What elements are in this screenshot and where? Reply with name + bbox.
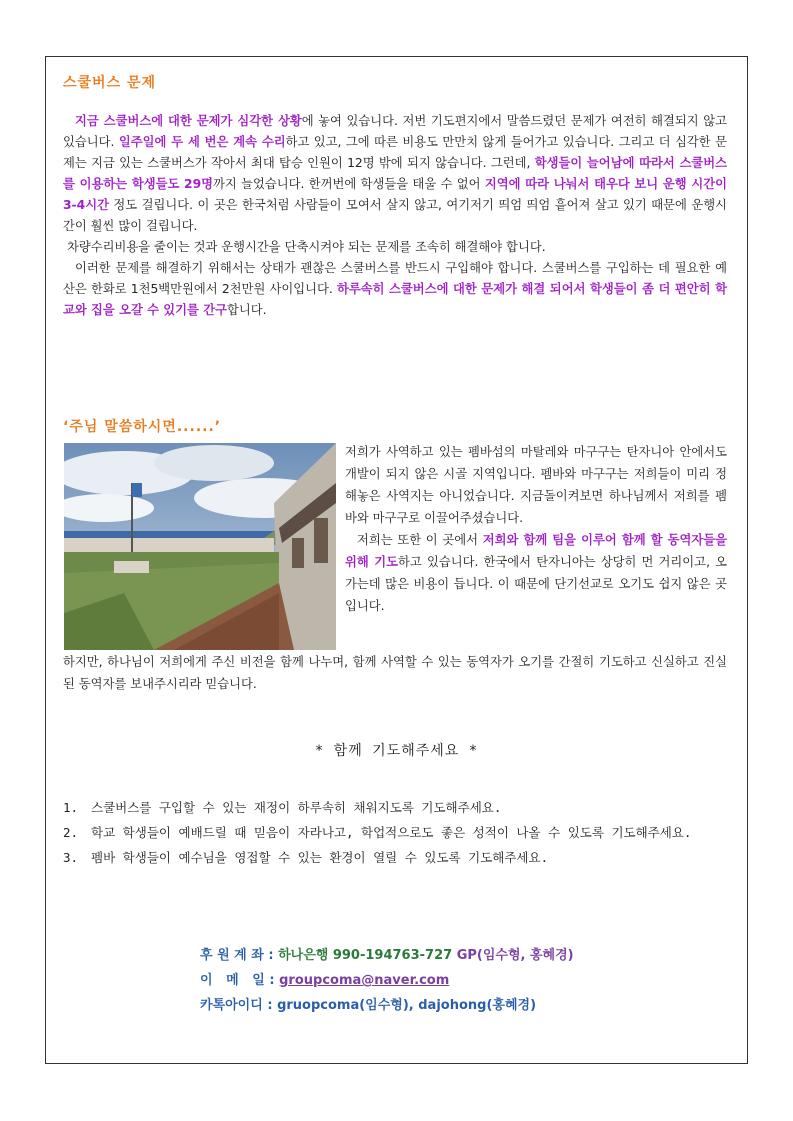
body-text: 저희는 또한 이 곳에서 <box>357 533 483 547</box>
section-title-school-bus: 스쿨버스 문제 <box>63 75 157 91</box>
prayer-item-text: 스쿨버스를 구입할 수 있는 재정이 하루속히 채워지도록 기도해주세요. <box>91 800 502 815</box>
body-text: 까지 늘었습니다. 한꺼번에 학생들을 태울 수 없어 <box>213 177 485 191</box>
school-building-photo <box>64 443 336 650</box>
body-text: 에 놓여 있습니다. 저번 기도편지에서 말씀드렸던 문제가 여전히 해결되지 않고 있습니다. <box>63 114 727 149</box>
highlighted-text: 일주일에 두 세 번은 계속 수리 <box>118 135 286 149</box>
prayer-item-number: 3. <box>63 850 79 865</box>
email-link[interactable]: groupcoma@naver.com <box>279 973 450 988</box>
school-bus-paragraph-1 <box>63 111 727 237</box>
prayer-item <box>63 795 727 820</box>
prayer-item-text: 펨바 학생들이 예수님을 영접할 수 있는 환경이 열릴 수 있도록 기도해주세요. <box>91 850 549 865</box>
body-text: 하고 있고, 그에 따른 비용도 만만치 않게 들어가고 있습니다. 그리고 더 심각한 문제는 지금 있는 스쿨버스가 작아서 최대 탑승 인원이 12명 밖에 되지 않습니다. 그런데, <box>63 135 727 170</box>
email-label: 이 메 일 <box>200 973 265 988</box>
contact-info <box>200 943 574 1018</box>
highlighted-text: 학생들이 늘어남에 따라서 스쿨버스를 이용하는 학생들도 29명 <box>63 156 727 191</box>
email-separator: : <box>269 973 275 988</box>
prayer-list <box>63 795 727 870</box>
highlighted-text: 저희와 함께 팀을 이루어 함께 할 동역자들을 위해 기도 <box>345 533 728 569</box>
highlighted-text: 하루속히 스쿨버스에 대한 문제가 해결 되어서 학생들이 좀 더 편안히 학교와 집을 오갈 수 있기를 간구 <box>63 282 727 317</box>
body-text: 이러한 문제를 해결하기 위해서는 상태가 괜찮은 스쿨버스를 반드시 구입해야 합니다. 스쿨버스를 구입하는 데 필요한 예산은 한화로 1천5백만원에서 2천만원 사이입니다. <box>63 261 727 296</box>
body-text: 하고 있습니다. 한국에서 탄자니아는 상당히 먼 거리이고, 오가는데 많은 비용이 듭니다. 이 때문에 단기선교로 오기도 쉽지 않은 곳입니다. <box>345 555 727 613</box>
highlighted-text: 지금 스쿨버스에 대한 문제가 심각한 상황 <box>75 114 302 128</box>
body-text: 정도 걸립니다. 이 곳은 한국처럼 사람들이 모여서 살지 않고, 여기저기 띄엄 띄엄 흩어져 살고 있기 때문에 운행시간이 훨씬 많이 걸립니다. <box>63 198 727 233</box>
school-bus-paragraph-2: 차량수리비용을 줄이는 것과 운행시간을 단축시켜야 되는 문제를 조속히 해결해야 합니다. <box>67 240 546 254</box>
lord-speaks-paragraph-1: 저희가 사역하고 있는 펨바섬의 마탈레와 마구구는 탄자니아 안에서도 개발이 되지 않은 시골 지역입니다. 펨바와 마구구는 저희들이 미리 정해놓은 사역지는 아니었습니다. 지금돌이켜보면 하나님께서 저희를 펨바와 마구구로 이끌어주셨습니다. <box>345 445 727 525</box>
kakao-separator: : <box>267 998 273 1013</box>
account-holder: GP(임수형, 홍혜경) <box>456 948 574 963</box>
prayer-item-number: 2. <box>63 825 79 840</box>
prayer-item-number: 1. <box>63 800 79 815</box>
school-bus-body <box>63 111 727 321</box>
contact-kakao-row <box>200 993 574 1018</box>
contact-account-row <box>200 943 574 968</box>
lord-speaks-paragraph-3: 하지만, 하나님이 저희에게 주신 비전을 함께 나누며, 함께 사역할 수 있는 동역자가 오기를 간절히 기도하고 신실하고 진실된 동역자를 보내주시리라 믿습니다. <box>63 655 727 691</box>
body-text: 합니다. <box>226 303 267 317</box>
lord-speaks-paragraph-2 <box>345 529 727 617</box>
lord-speaks-continued <box>63 651 727 695</box>
highlighted-text: 지역에 따라 나눠서 태우다 보니 운행 시간이 3-4시간 <box>63 177 727 212</box>
prayer-title: * 함께 기도해주세요 * <box>314 743 479 759</box>
account-label: 후 원 계 좌 <box>200 948 264 963</box>
account-number: 하나은행 990-194763-727 <box>278 948 453 963</box>
account-separator: : <box>268 948 274 963</box>
contact-email-row <box>200 968 574 993</box>
school-bus-paragraph-3 <box>63 258 727 321</box>
lord-speaks-wrap-text <box>345 441 727 617</box>
prayer-item <box>63 845 727 870</box>
kakao-label: 카톡아이디 <box>200 998 263 1013</box>
section-title-lord-speaks: ‘주님 말씀하시면......’ <box>63 419 222 435</box>
kakao-ids: gruopcoma(임수형), dajohong(홍혜경) <box>277 998 537 1013</box>
prayer-item-text: 학교 학생들이 예배드릴 때 믿음이 자라나고, 학업적으로도 좋은 성적이 나올 수 있도록 기도해주세요. <box>91 825 692 840</box>
prayer-item <box>63 820 727 845</box>
